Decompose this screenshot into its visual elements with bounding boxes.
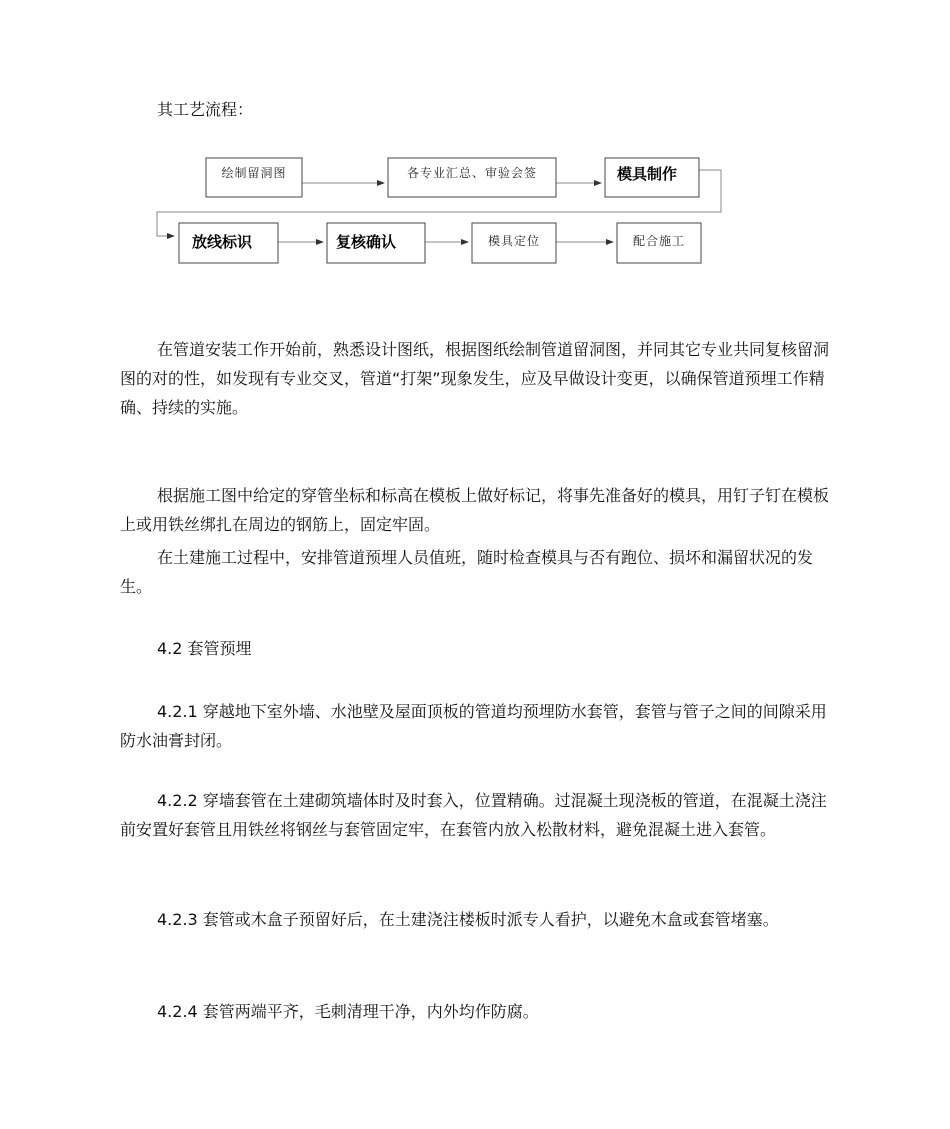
svg-text:配合施工: 配合施工: [632, 234, 686, 248]
flow-step-layout-marking: [179, 223, 278, 263]
flow-step-summary-review: [388, 158, 556, 197]
svg-text:绘制留洞图: 绘制留洞图: [221, 166, 287, 180]
paragraph-preparation: 在管道安装工作开始前，熟悉设计图纸，根据图纸绘制管道留洞图，并同其它专业共同复核留洞图的对的性，如发现有专业交叉，管道“打架”现象发生，应及早做设计变更，以确保管道预埋工作精确、持续的实施。: [120, 340, 830, 417]
flow-step-mold-making: [605, 158, 699, 197]
paragraph-4-2-1: 4.2.1 穿越地下室外墙、水池壁及屋面顶板的管道均预埋防水套管，套管与管子之间的间隙采用防水油膏封闭。: [120, 702, 827, 750]
process-flowchart: [0, 0, 950, 300]
svg-text:模具制作: 模具制作: [616, 165, 678, 183]
flow-step-coordinate-construction: [617, 223, 701, 263]
process-intro-label: 其工艺流程：: [157, 100, 254, 119]
flow-step-draw-hole-plan: [206, 158, 302, 197]
paragraph-4-2-2: 4.2.2 穿墙套管在土建砌筑墙体时及时套入，位置精确。过混凝土现浇板的管道，在混凝土浇注前安置好套管且用铁丝将钢丝与套管固定牢，在套管内放入松散材料，避免混凝土进入套管。: [120, 791, 827, 839]
section-heading-4-2: 4.2 套管预埋: [157, 639, 252, 658]
svg-text:各专业汇总、审验会签: 各专业汇总、审验会签: [406, 166, 538, 180]
paragraph-supervision: 在土建施工过程中，安排管道预埋人员值班，随时检查模具与否有跑位、损坏和漏留状况的发生。: [120, 548, 814, 596]
paragraph-4-2-4: 4.2.4 套管两端平齐，毛刺清理干净，内外均作防腐。: [157, 1002, 539, 1021]
svg-text:模具定位: 模具定位: [487, 234, 541, 248]
flow-step-verify: [327, 223, 425, 263]
svg-text:放线标识: 放线标识: [191, 233, 253, 251]
flow-step-mold-positioning: [472, 223, 556, 263]
paragraph-4-2-3: 4.2.3 套管或木盒子预留好后，在土建浇注楼板时派专人看护，以避免木盒或套管堵塞。: [157, 910, 779, 929]
paragraph-marking: 根据施工图中给定的穿管坐标和标高在模板上做好标记，将事先准备好的模具，用钉子钉在模板上或用铁丝绑扎在周边的钢筋上，固定牢固。: [120, 486, 830, 534]
svg-text:复核确认: 复核确认: [335, 233, 397, 251]
